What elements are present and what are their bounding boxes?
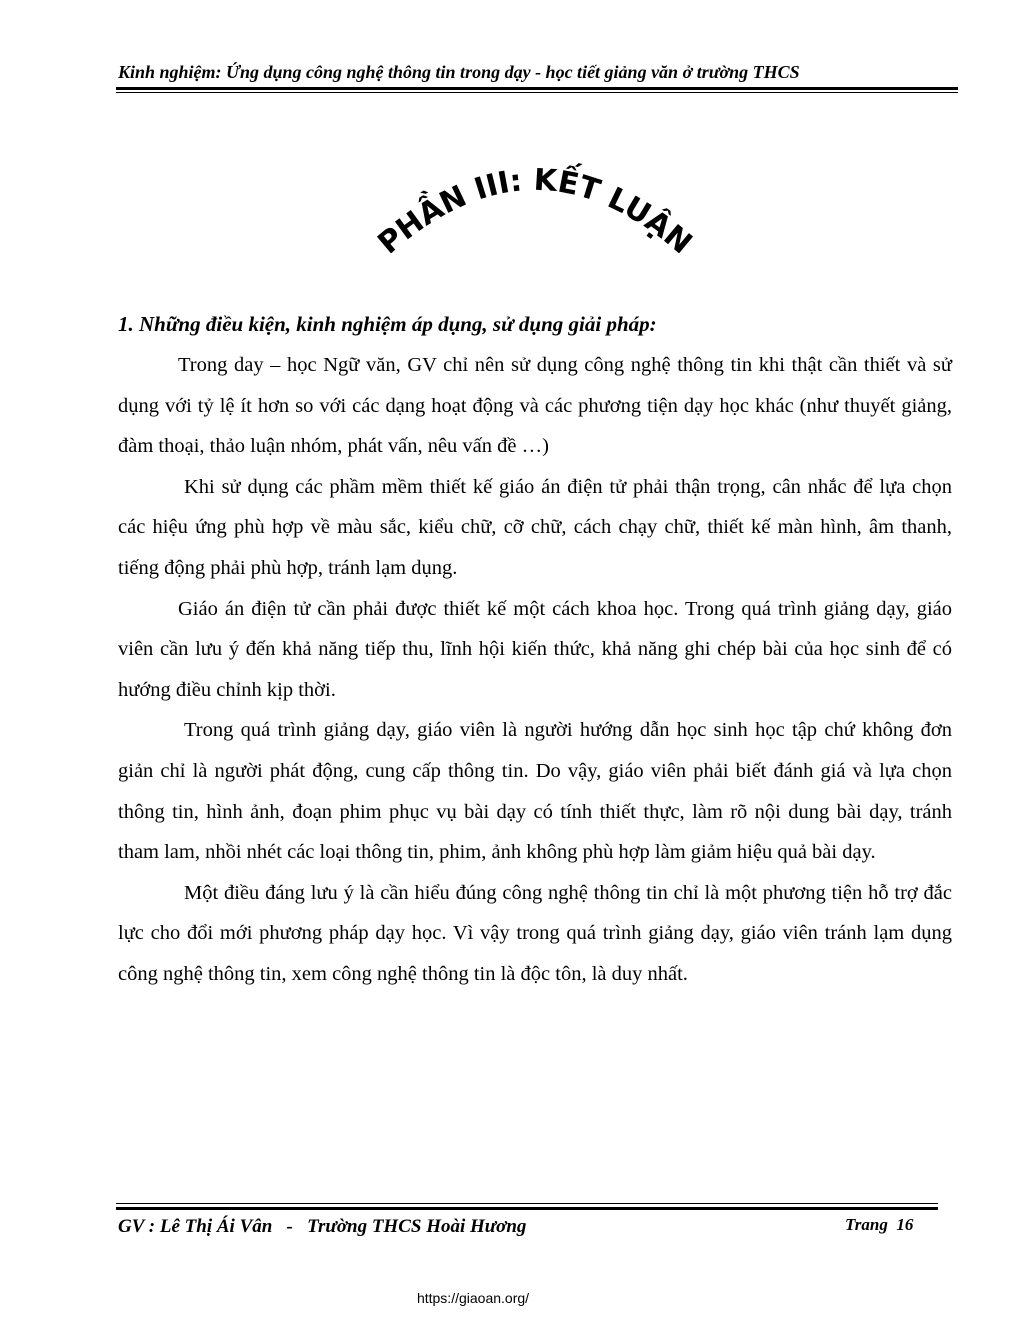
page-header-title: Kinh nghiệm: Ứng dụng công nghệ thông tin trong dạy - học tiết giảng văn ở trường THCS [118, 62, 800, 82]
chapter-title-textpath: PHẦN III: KẾT LUẬN [371, 162, 699, 260]
body-text [118, 345, 952, 995]
paragraph-3: Giáo án điện tử cần phải được thiết kế một cách khoa học. Trong quá trình giảng dạy, giáo viên cần lưu ý đến khả năng tiếp thu, lĩnh hội kiến thức, khả năng ghi chép bài của học sinh để có hướng điều chỉnh kịp thời. [118, 597, 952, 701]
paragraph-4: Trong quá trình giảng dạy, giáo viên là người hướng dẫn học sinh học tập chứ không đơn giản chỉ là người phát động, cung cấp thông tin. Do vậy, giáo viên phải biết đánh giá và lựa chọn thông tin, hình ảnh, đoạn phim phục vụ bài dạy có tính thiết thực, làm rõ nội dung bài dạy, tránh tham lam, nhồi nhét các loại thông tin, phim, ảnh không phù hợp làm giảm hiệu quả bài dạy. [118, 719, 952, 864]
footer-divider-thick [116, 1207, 938, 1210]
footer-divider-thin [116, 1203, 938, 1204]
chapter-title-text [371, 160, 698, 260]
header-divider-thick [116, 87, 958, 90]
paragraph-5: Một điều đáng lưu ý là cần hiểu đúng công nghệ thông tin chỉ là một phương tiện hỗ trợ đắc lực cho đổi mới phương pháp dạy học. Vì vậy trong quá trình giảng dạy, giáo viên tránh lạm dụng công nghệ thông tin, xem công nghệ thông tin là độc tôn, là duy nhất. [118, 881, 952, 985]
header-divider-thin [116, 92, 958, 93]
paragraph-1: Trong day – học Ngữ văn, GV chỉ nên sử dụng công nghệ thông tin khi thật cần thiết và sử dụng với tỷ lệ ít hơn so với các dạng hoạt động và các phương tiện dạy học khác (như thuyết giảng, đàm thoại, thảo luận nhóm, phát vấn, nêu vấn đề …) [118, 354, 952, 458]
paragraph-2: Khi sử dụng các phầm mềm thiết kế giáo án điện tử phải thận trọng, cân nhắc để lựa chọn các hiệu ứng phù hợp về màu sắc, kiểu chữ, cỡ chữ, cách chạy chữ, thiết kế màn hình, âm thanh, tiếng động phải phù hợp, tránh lạm dụng. [118, 475, 952, 579]
source-url: https://giaoan.org/ [416, 1290, 530, 1306]
footer-page-number: Trang 16 [845, 1215, 914, 1234]
section-heading: 1. Những điều kiện, kinh nghiệm áp dụng, sử dụng giải pháp: [118, 312, 657, 336]
footer-author: GV : Lê Thị Ái Vân - Trường THCS Hoài Hương [118, 1216, 527, 1237]
chapter-title-arc [370, 140, 700, 260]
